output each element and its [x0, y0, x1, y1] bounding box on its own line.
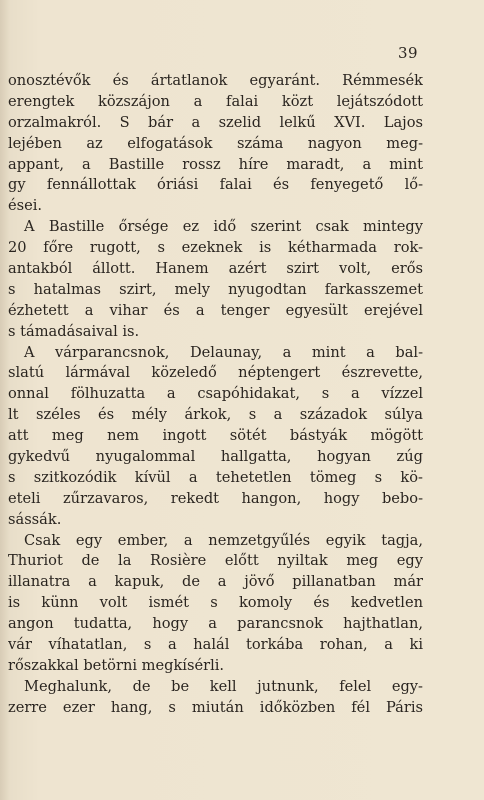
- text-line: onosztévők és ártatlanok egyaránt. Rémmesék: [8, 72, 423, 89]
- text-line: zerre ezer hang, s miután időközben fél Páris: [8, 698, 423, 716]
- page-number: 39: [398, 44, 419, 62]
- text-line: gykedvű nyugalommal hallgatta, hogyan zúg: [8, 448, 423, 466]
- text-line: ései.: [8, 197, 43, 215]
- text-line: vár víhatatlan, s a halál torkába rohan, a ki: [8, 636, 423, 654]
- text-line: ézhetett a vihar és a tenger egyesült erejével: [8, 301, 423, 319]
- text-line: s hatalmas szirt, mely nyugodtan farkasszemet: [8, 280, 423, 298]
- text-line: eteli zűrzavaros, rekedt hangon, hogy bebo-: [8, 489, 423, 507]
- text-line: erengtek közszájon a falai közt lejátszódott: [8, 92, 423, 110]
- text-line: A várparancsnok, Delaunay, a mint a bal-: [24, 343, 423, 361]
- text-line: angon tudatta, hogy a parancsnok hajthatlan,: [8, 615, 423, 633]
- text-line: s szitkozódik kívül a tehetetlen tömeg s kö-: [8, 468, 423, 486]
- text-line: onnal fölhuzatta a csapóhidakat, s a vízzel: [8, 385, 423, 403]
- text-line: lt széles és mély árkok, s a századok súlya: [8, 406, 423, 424]
- text-line: sássák.: [8, 510, 62, 528]
- text-line: 20 főre rugott, s ezeknek is kétharmada rok-: [8, 239, 423, 257]
- text-line: Meghalunk, de be kell jutnunk, felel egy-: [24, 677, 423, 695]
- body-text: [8, 71, 423, 719]
- text-line: appant, a Bastille rossz híre maradt, a mint: [8, 155, 423, 173]
- text-line: illanatra a kapuk, de a jövő pillanatban már: [8, 573, 423, 591]
- text-line: rőszakkal betörni megkísérli.: [8, 656, 225, 674]
- text-line: Csak egy ember, a nemzetgyűlés egyik tagja,: [24, 531, 423, 549]
- text-line: A Bastille őrsége ez idő szerint csak mintegy: [24, 218, 423, 236]
- text-line: att meg nem ingott sötét bástyák mögött: [8, 427, 423, 445]
- text-line: gy fennállottak óriási falai és fenyegető lő-: [8, 176, 423, 194]
- text-line: Thuriot de la Rosière előtt nyiltak meg egy: [8, 552, 423, 570]
- text-line: orzalmakról. S bár a szelid lelkű XVI. Lajos: [8, 113, 423, 131]
- text-line: antakból állott. Hanem azért szirt volt, erős: [8, 260, 423, 278]
- text-line: slatú lármával közeledő néptengert észrevette,: [8, 364, 423, 382]
- text-line: lejében az elfogatások száma nagyon meg-: [8, 134, 423, 152]
- text-line: is künn volt ismét s komoly és kedvetlen: [8, 594, 423, 612]
- text-line: s támadásaival is.: [8, 322, 140, 340]
